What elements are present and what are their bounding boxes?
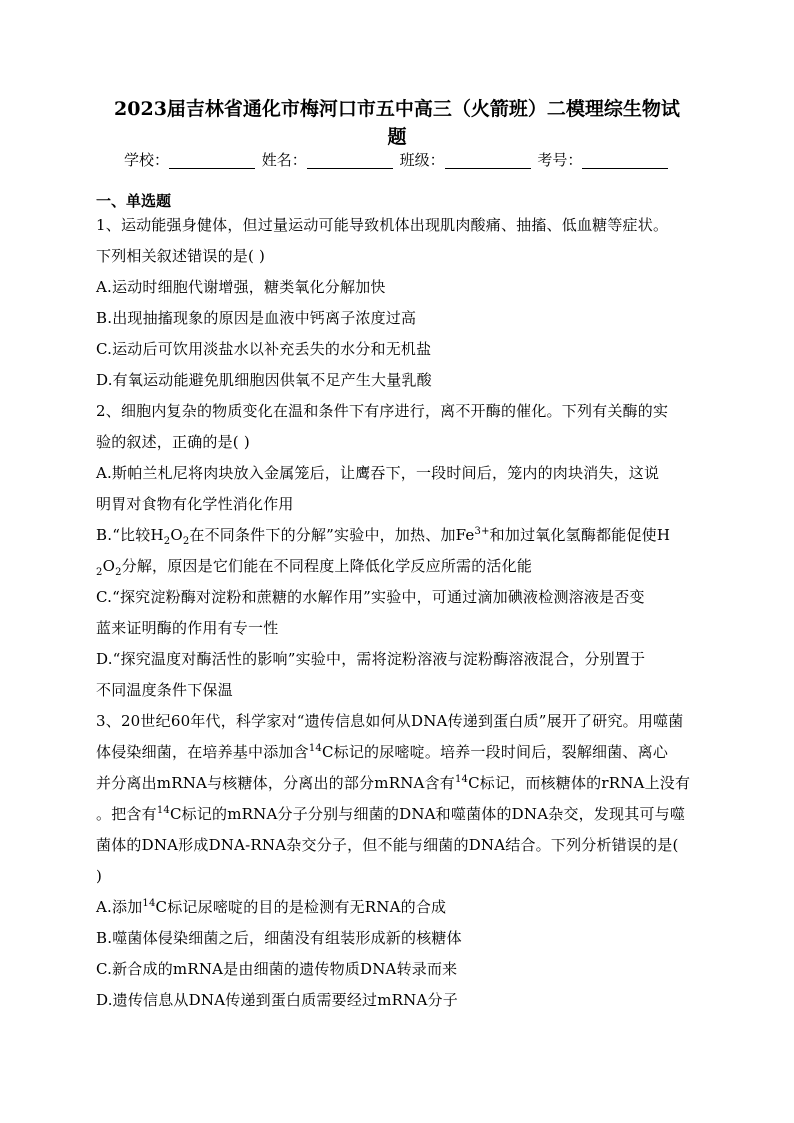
q2-option-c-line-2[interactable]: 蓝来证明酶的作用有专一性 <box>96 619 279 637</box>
q3-a-text-1: A.添加 <box>96 898 143 916</box>
q3-a-text-2: C标记尿嘧啶的目的是检测有无RNA的合成 <box>155 898 447 916</box>
q2-option-b-line-1[interactable] <box>96 520 698 551</box>
q2-b2-sub-2: 2 <box>115 567 122 578</box>
q3-option-d[interactable]: D.遗传信息从DNA传递到蛋白质需要经过mRNA分子 <box>96 991 458 1009</box>
q2-stem-line-2: 验的叙述，正确的是( ) <box>96 433 250 451</box>
school-label: 学校： <box>124 151 170 169</box>
q1-stem-line-1: 1、运动能强身健体，但过量运动可能导致机体出现肌肉酸痛、抽搐、低血糖等症状。 <box>96 216 669 234</box>
q2-option-b-line-2[interactable] <box>96 551 698 582</box>
q3-l3-text-2: C标记，而核糖体的rRNA上没有 <box>468 774 691 792</box>
q3-stem-line-5: 菌体的DNA形成DNA-RNA杂交分子，但不能与细菌的DNA结合。下列分析错误的是( <box>96 836 679 854</box>
q3-l3-text-1: 并分离出mRNA与核糖体，分离出的部分mRNA含有 <box>96 774 455 792</box>
q2-option-d-line-2[interactable]: 不同温度条件下保温 <box>96 681 233 699</box>
q1-option-c[interactable]: C.运动后可饮用淡盐水以补充丢失的水分和无机盐 <box>96 340 432 358</box>
name-label: 姓名： <box>261 151 307 169</box>
q2-b2-text-1: O <box>102 557 116 575</box>
q2-option-d-line-1[interactable]: D.“探究温度对酶活性的影响”实验中，需将淀粉溶液与淀粉酶溶液混合，分别置于 <box>96 650 646 668</box>
title-line-2: 题 <box>387 126 407 148</box>
q3-stem-line-3 <box>96 768 698 799</box>
q3-stem-line-4 <box>96 799 698 830</box>
q2-b-text-1: B.“比较H <box>96 526 164 544</box>
q3-stem-line-1: 3、20世纪60年代，科学家对“遗传信息如何从DNA传递到蛋白质”展开了研究。用噬菌 <box>96 712 684 730</box>
q2-stem-line-1: 2、细胞内复杂的物质变化在温和条件下有序进行，离不开酶的催化。下列有关酶的实 <box>96 402 669 420</box>
q1-option-b[interactable]: B.出现抽搐现象的原因是血液中钙离子浓度过高 <box>96 309 417 327</box>
q3-a-sup: 14 <box>142 898 156 909</box>
q2-b2-sub-1: 2 <box>96 567 103 578</box>
q3-option-c[interactable]: C.新合成的mRNA是由细菌的遗传物质DNA转录而来 <box>96 960 458 978</box>
title-line-1: 2023届吉林省通化市梅河口市五中高三（火箭班）二模理综生物试 <box>114 98 680 120</box>
section-heading: 一、单选题 <box>96 192 172 210</box>
q2-b2-text-2: 分解，原因是它们能在不同程度上降低化学反应所需的活化能 <box>121 557 533 575</box>
q2-option-c-line-1[interactable]: C.“探究淀粉酶对淀粉和蔗糖的水解作用”实验中，可通过滴加碘液检测溶液是否变 <box>96 588 645 606</box>
q3-l4-text-2: C标记的mRNA分子分别与细菌的DNA和噬菌体的DNA杂交，发现其可与噬 <box>169 805 686 823</box>
q2-b-sub-2: 2 <box>182 536 190 547</box>
question-2 <box>96 396 698 706</box>
school-blank[interactable] <box>169 152 255 169</box>
q1-option-d[interactable]: D.有氧运动能避免肌细胞因供氧不足产生大量乳酸 <box>96 371 432 389</box>
exam-number-label: 考号： <box>537 151 583 169</box>
q2-b-text-4: 和加过氧化氢酶都能促使H <box>489 526 671 544</box>
q2-b-text-3: 在不同条件下的分解”实验中，加热、加Fe <box>189 526 475 544</box>
exam-title <box>96 95 698 151</box>
q2-b-text-2: O <box>170 526 183 544</box>
q1-option-a[interactable]: A.运动时细胞代谢增强，糖类氧化分解加快 <box>96 278 386 296</box>
q2-option-a-line-1[interactable]: A.斯帕兰札尼将肉块放入金属笼后，让鹰吞下，一段时间后，笼内的肉块消失，这说 <box>96 464 660 482</box>
q3-option-b[interactable]: B.噬菌体侵染细菌之后，细菌没有组装形成新的核糖体 <box>96 929 462 947</box>
q3-l2-text-2: C标记的尿嘧啶。培养一段时间后，裂解细菌、离心 <box>321 743 669 761</box>
q3-l4-text-1: 。把含有 <box>96 805 157 823</box>
name-blank[interactable] <box>307 152 393 169</box>
question-1 <box>96 210 698 396</box>
question-3 <box>96 706 698 1016</box>
q3-l2-text-1: 体侵染细菌，在培养基中添加含 <box>96 743 309 761</box>
q3-l2-sup: 14 <box>308 743 322 754</box>
class-label: 班级： <box>399 151 445 169</box>
class-blank[interactable] <box>445 152 531 169</box>
exam-number-blank[interactable] <box>582 152 668 169</box>
q1-stem-line-2: 下列相关叙述错误的是( ) <box>96 247 266 265</box>
q3-l3-sup: 14 <box>454 774 469 785</box>
q3-stem-line-2 <box>96 737 698 768</box>
q2-b-sup: 3+ <box>474 526 490 537</box>
q3-l4-sup: 14 <box>156 805 170 816</box>
q2-option-a-line-2[interactable]: 明胃对食物有化学性消化作用 <box>96 495 294 513</box>
q2-b-sub-1: 2 <box>163 536 171 547</box>
q3-stem-line-6: ) <box>96 867 103 885</box>
student-info-row <box>124 149 684 171</box>
q3-option-a[interactable] <box>96 892 698 923</box>
